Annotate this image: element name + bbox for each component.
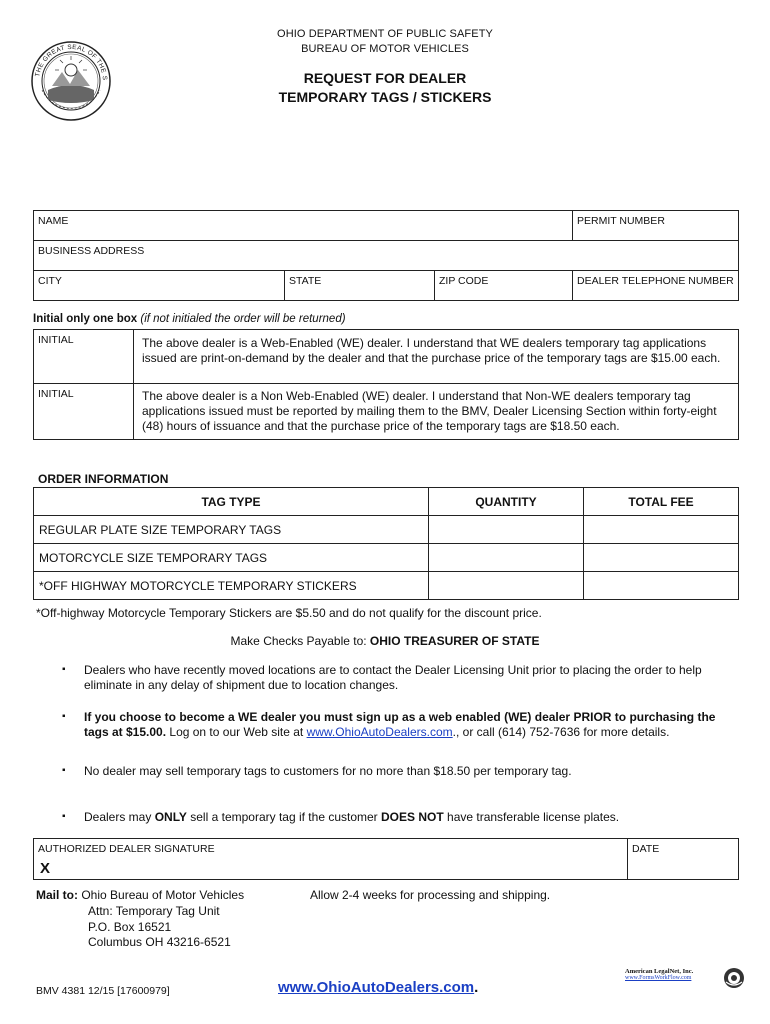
footer-website-link[interactable]: www.OhioAutoDealers.com <box>278 979 475 996</box>
initial-label: INITIAL <box>38 388 74 400</box>
department-name: OHIO DEPARTMENT OF PUBLIC SAFETY <box>277 28 493 40</box>
checks-payable <box>0 634 770 648</box>
mail-line1: Ohio Bureau of Motor Vehicles <box>81 888 245 902</box>
initial-label: INITIAL <box>38 334 74 346</box>
publisher-globe-icon <box>722 966 746 995</box>
tag-type-regular: REGULAR PLATE SIZE TEMPORARY TAGS <box>39 523 282 537</box>
date-label: DATE <box>632 843 660 855</box>
dealer-telephone-label: DEALER TELEPHONE NUMBER <box>577 275 734 287</box>
b4-part-d: DOES NOT <box>381 810 444 824</box>
instruction-max-price: No dealer may sell temporary tags to customers for no more than $18.50 per temporary tag. <box>84 764 572 778</box>
authorized-signature-field[interactable] <box>33 838 628 880</box>
we-dealer-statement <box>133 329 739 384</box>
total-fee-motorcycle-input[interactable] <box>583 543 739 572</box>
tag-type-off-highway: *OFF HIGHWAY MOTORCYCLE TEMPORARY STICKERS <box>39 579 357 593</box>
bullet-icon: ▪ <box>62 811 66 822</box>
table-row <box>33 515 429 544</box>
business-address-field[interactable] <box>33 240 739 271</box>
we-dealer-text: The above dealer is a Web-Enabled (WE) dealer. I understand that WE dealers temporary tag applications issued are print-on-demand by the dealer and that the purchase price of the temporary tags are $15.00 each. <box>142 336 721 365</box>
table-row <box>33 571 429 600</box>
city-label: CITY <box>38 275 62 287</box>
form-id: BMV 4381 12/15 [17600979] <box>36 985 170 997</box>
non-we-dealer-statement <box>133 383 739 440</box>
permit-number-label: PERMIT NUMBER <box>577 215 665 227</box>
footer-website <box>278 979 478 996</box>
state-label: STATE <box>289 275 322 287</box>
mail-to-block <box>36 888 244 904</box>
b4-part-c: sell a temporary tag if the customer <box>186 810 382 824</box>
b4-part-e: have transferable license plates. <box>443 810 620 824</box>
total-fee-regular-input[interactable] <box>583 515 739 544</box>
col-tag-type-label: TAG TYPE <box>201 495 261 509</box>
bullet-icon: ▪ <box>62 765 66 776</box>
name-field[interactable] <box>33 210 573 241</box>
checks-payable-payee: OHIO TREASURER OF STATE <box>369 634 540 648</box>
instruction-we-signup-bold: If you choose to become a WE dealer you must sign up as a web enabled (WE) dealer PRIOR to purchasing the tags at $15.00. <box>84 710 716 739</box>
seal-text: THE GREAT SEAL OF THE S <box>34 43 109 81</box>
mail-line3: P.O. Box 16521 <box>88 919 172 934</box>
dealer-telephone-field[interactable] <box>572 270 739 301</box>
mail-address <box>88 904 231 951</box>
initial-box-we[interactable] <box>33 329 134 384</box>
bureau-name: BUREAU OF MOTOR VEHICLES <box>301 43 469 55</box>
quantity-motorcycle-input[interactable] <box>428 543 584 572</box>
publisher-name: American LegalNet, Inc. <box>625 968 694 975</box>
instruction-transferable-plates <box>84 810 734 825</box>
processing-time: Allow 2-4 weeks for processing and shipping. <box>310 888 551 902</box>
name-label: NAME <box>38 215 69 227</box>
permit-number-field[interactable] <box>572 210 739 241</box>
form-title-line2: TEMPORARY TAGS / STICKERS <box>278 89 492 105</box>
business-address-label: BUSINESS ADDRESS <box>38 245 145 257</box>
bullet-icon: ▪ <box>62 664 66 675</box>
quantity-off-highway-input[interactable] <box>428 571 584 600</box>
mail-to-label: Mail to: <box>36 888 78 902</box>
footer-website-dot: . <box>474 979 479 996</box>
instruction-moved-locations: Dealers who have recently moved locations are to contact the Dealer Licensing Unit prior to placing the order to help eliminate in any delay of shipment due to location changes. <box>84 663 702 692</box>
state-field[interactable] <box>284 270 435 301</box>
checks-payable-prefix: Make Checks Payable to: <box>230 634 370 648</box>
col-quantity-label: QUANTITY <box>475 495 537 509</box>
b4-part-b: ONLY <box>154 810 187 824</box>
form-title-line1: REQUEST FOR DEALER <box>303 70 467 86</box>
off-highway-footnote: *Off-highway Motorcycle Temporary Stickers are $5.50 and do not qualify for the discount price. <box>36 606 542 620</box>
col-total-fee-label: TOTAL FEE <box>628 495 694 509</box>
order-info-heading: ORDER INFORMATION <box>38 472 169 486</box>
table-row <box>33 543 429 572</box>
mail-line4: Columbus OH 43216-6521 <box>88 935 231 949</box>
ohio-auto-dealers-link[interactable]: www.OhioAutoDealers.com <box>306 725 453 739</box>
instruction-we-signup-mid: Log on to our Web site at <box>166 725 307 739</box>
zip-code-field[interactable] <box>434 270 573 301</box>
quantity-regular-input[interactable] <box>428 515 584 544</box>
col-total-fee <box>583 487 739 516</box>
b4-part-a: Dealers may <box>84 810 155 824</box>
instruction-we-signup-end: ., or call (614) 752-7636 for more details. <box>452 725 670 739</box>
col-tag-type <box>33 487 429 516</box>
col-quantity <box>428 487 584 516</box>
non-we-dealer-text: The above dealer is a Non Web-Enabled (WE) dealer. I understand that Non-WE dealers temporary tag applications issued must be reported by mailing them to the BMV, Dealer Licensing Section within forty-eight (48) hours of issuance and that the purchase price of the temporary tags are $18.50 each. <box>142 389 717 433</box>
initial-instruction-bold: Initial only one box <box>33 313 138 325</box>
signature-x-mark: X <box>40 860 51 877</box>
total-fee-off-highway-input[interactable] <box>583 571 739 600</box>
zip-code-label: ZIP CODE <box>439 275 489 287</box>
bullet-icon: ▪ <box>62 711 66 722</box>
initial-instruction-italic: (if not initialed the order will be returned) <box>140 313 346 325</box>
initial-box-non-we[interactable] <box>33 383 134 440</box>
date-field[interactable] <box>627 838 739 880</box>
instruction-we-signup <box>84 710 734 740</box>
city-field[interactable] <box>33 270 285 301</box>
initial-instruction <box>33 313 346 325</box>
mail-line2: Attn: Temporary Tag Unit <box>88 904 220 918</box>
signature-label: AUTHORIZED DEALER SIGNATURE <box>38 843 215 855</box>
tag-type-motorcycle: MOTORCYCLE SIZE TEMPORARY TAGS <box>39 551 268 565</box>
publisher-url[interactable]: www.FormsWorkFlow.com <box>625 975 692 981</box>
